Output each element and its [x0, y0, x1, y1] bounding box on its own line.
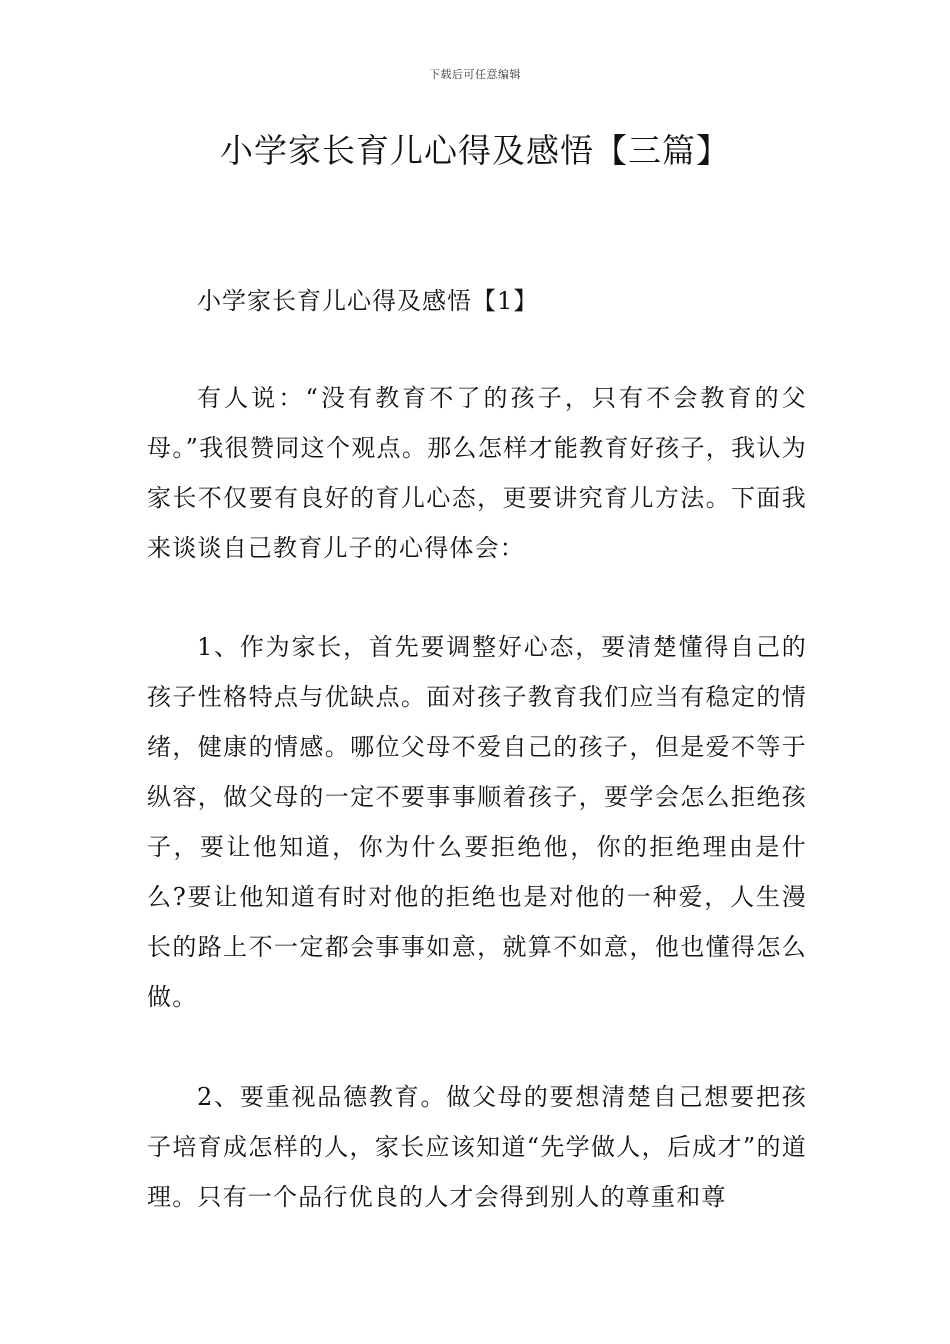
paragraph-point-1 [147, 622, 807, 1022]
section-heading: 小学家长育儿心得及感悟【1】 [197, 287, 539, 315]
paragraph-text: 有人说：“没有教育不了的孩子，只有不会教育的父母。”我很赞同这个观点。那么怎样才能教育好孩子，我认为家长不仅要有良好的育儿心态，更要讲究育儿方法。下面我来谈谈自己教育儿子的心得体会： [147, 384, 807, 562]
document-title: 小学家长育儿心得及感悟【三篇】 [220, 131, 730, 170]
header-note: 下载后可任意编辑 [429, 68, 521, 81]
paragraph-point-2 [147, 1072, 807, 1222]
paragraph-text: 1、作为家长，首先要调整好心态，要清楚懂得自己的孩子性格特点与优缺点。面对孩子教育我们应当有稳定的情绪，健康的情感。哪位父母不爱自己的孩子，但是爱不等于纵容，做父母的一定不要事事顺着孩子，要学会怎么拒绝孩子，要让他知道，你为什么要拒绝他，你的拒绝理由是什么?要让他知道有时对他的拒绝也是对他的一种爱，人生漫长的路上不一定都会事事如意，就算不如意，他也懂得怎么做。 [147, 633, 807, 1011]
paragraph-text: 2、要重视品德教育。做父母的要想清楚自己想要把孩子培育成怎样的人，家长应该知道“先学做人，后成才”的道理。只有一个品行优良的人才会得到别人的尊重和尊 [147, 1083, 807, 1211]
paragraph-intro [147, 373, 807, 573]
